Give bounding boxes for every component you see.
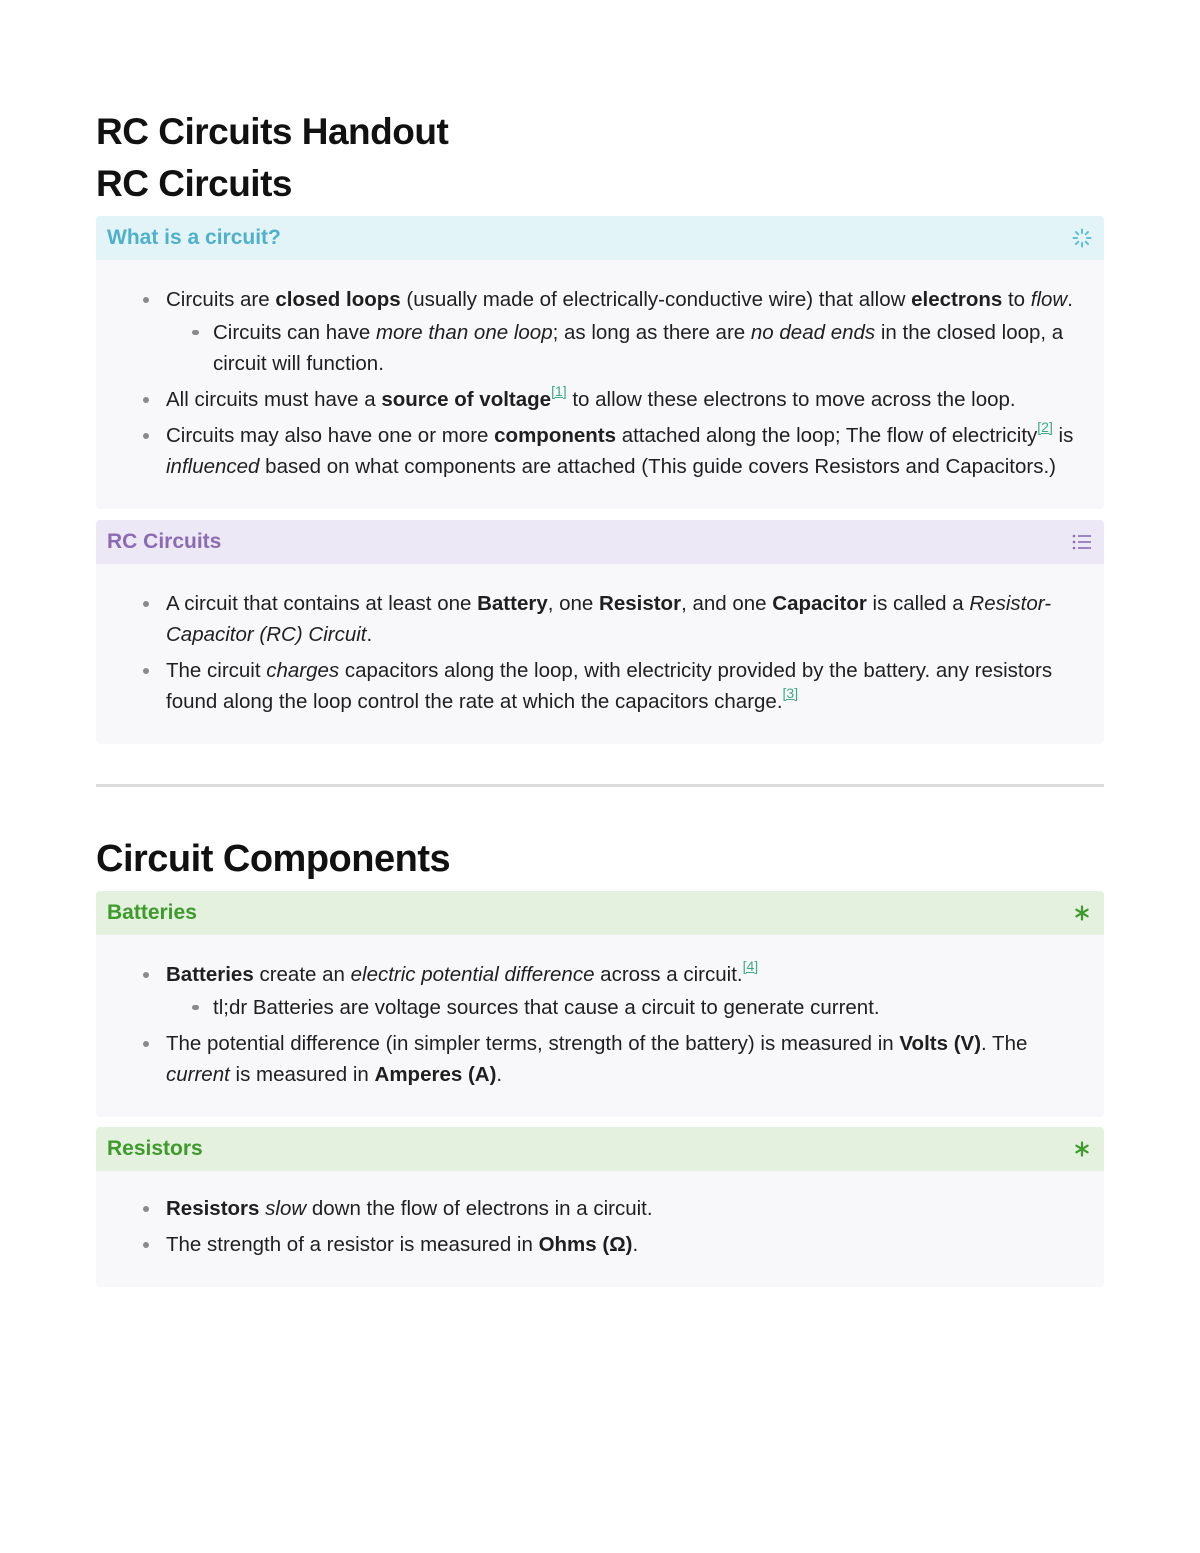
callout-header[interactable] [96,216,1104,260]
callout-rc-circuits [96,520,1104,744]
section-title-rc-circuits: RC Circuits [96,163,292,204]
callout-body [96,260,1104,509]
list-icon [1072,532,1092,552]
document-title: RC Circuits Handout [96,111,449,152]
list-item: Circuits are closed loops (usually made of electrically-conductive wire) that allow electrons to flow. Circuits can have more than one loop; as long as there are no dead ends in the closed loop, a circuit will function. [132,284,1084,379]
callout-title: RC Circuits [107,530,222,553]
loading-spinner-icon [1072,228,1092,248]
list-item: Batteries create an electric potential difference across a circuit.[4] tl;dr Batteries are voltage sources that cause a circuit to generate current. [132,959,1084,1023]
section-title-circuit-components: Circuit Components [96,838,451,880]
callout-resistors [96,1127,1104,1287]
callout-header[interactable] [96,1127,1104,1171]
callout-title: What is a circuit? [107,226,281,249]
callout-body [96,564,1104,744]
callout-title: Resistors [107,1137,203,1160]
document-page [96,106,1104,1287]
footnote-ref-3[interactable]: [3] [782,685,799,701]
sub-list-item: Circuits can have more than one loop; as long as there are no dead ends in the closed loop, a circuit will function. [166,317,1084,379]
callout-title: Batteries [107,901,197,924]
callout-header[interactable] [96,891,1104,935]
callout-body [96,935,1104,1117]
list-item: Resistors slow down the flow of electrons in a circuit. [132,1193,1084,1224]
callout-what-is-a-circuit [96,216,1104,509]
list-item: All circuits must have a source of voltage[1] to allow these electrons to move across the loop. [132,384,1084,415]
sub-list-item: tl;dr Batteries are voltage sources that cause a circuit to generate current. [166,992,1084,1023]
callout-header[interactable] [96,520,1104,564]
list-item: The circuit charges capacitors along the loop, with electricity provided by the battery. any resistors found along the loop control the rate at which the capacitors charge.[3] [132,655,1084,717]
list-item: Circuits may also have one or more components attached along the loop; The flow of electricity[2] is influenced based on what components are attached (This guide covers Resistors and Capacitors.) [132,420,1084,482]
list-item: The strength of a resistor is measured in Ohms (Ω). [132,1229,1084,1260]
footnote-ref-4[interactable]: [4] [742,958,759,974]
list-item: A circuit that contains at least one Battery, one Resistor, and one Capacitor is called a Resistor-Capacitor (RC) Circuit. [132,588,1084,650]
footnote-ref-1[interactable]: [1] [551,383,567,399]
asterisk-icon [1072,903,1092,923]
footnote-ref-2[interactable]: [2] [1037,419,1053,435]
horizontal-divider [96,784,1104,787]
asterisk-icon [1072,1139,1092,1159]
callout-batteries [96,891,1104,1117]
callout-body [96,1171,1104,1287]
list-item: The potential difference (in simpler terms, strength of the battery) is measured in Volts (V). The current is measured in Amperes (A). [132,1028,1084,1090]
